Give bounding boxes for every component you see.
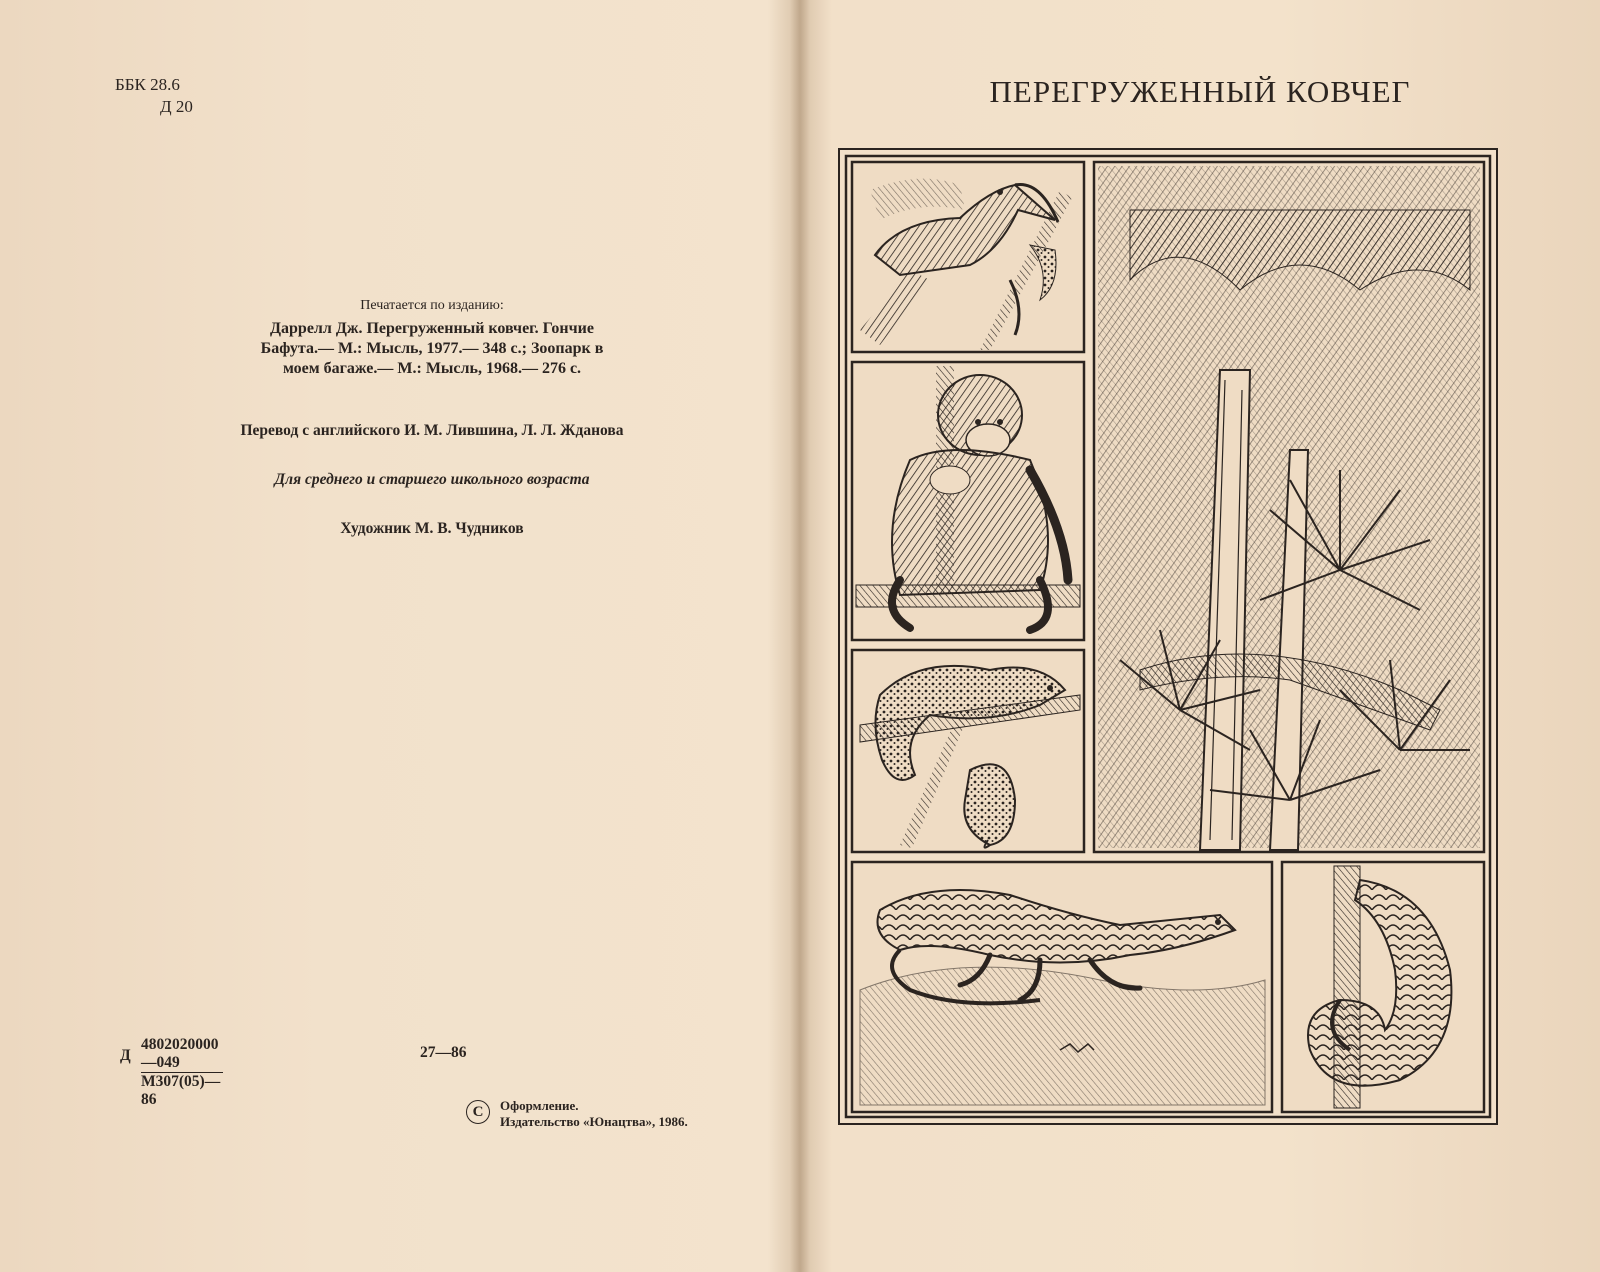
age-note: Для среднего и старшего школьного возраста	[274, 471, 590, 488]
index-letter: Д	[120, 1047, 131, 1064]
right-page	[800, 0, 1600, 1272]
copyright-icon: C	[466, 1100, 490, 1124]
engraving-illustration	[840, 150, 1496, 1123]
bbk-line-1: ББК 28.6	[115, 75, 180, 94]
copyright-line-1: Оформление.	[500, 1098, 579, 1113]
imprint-source-line: Даррелл Дж. Перегруженный ковчег. Гончие	[270, 320, 594, 337]
chameleon-panel	[852, 650, 1084, 852]
monitor-lizard-panel	[852, 862, 1272, 1112]
bbk-line-2: Д 20	[160, 97, 193, 116]
index-denominator: М307(05)—86	[141, 1073, 221, 1108]
index-tail: 27—86	[420, 1044, 467, 1061]
copyright-block	[466, 1098, 688, 1130]
imprint-source-line: Бафута.— М.: Мысль, 1977.— 348 с.; Зоопарк в	[260, 340, 604, 357]
chimpanzee-panel	[852, 362, 1084, 640]
book-title: ПЕРЕГРУЖЕННЫЙ КОВЧЕГ	[989, 74, 1411, 109]
illustration-frame	[838, 148, 1498, 1125]
bbk-code	[115, 74, 193, 118]
imprint-block	[170, 296, 694, 379]
index-numerator: 4802020000—049	[141, 1036, 223, 1073]
imprint-source-line: моем багаже.— М.: Мысль, 1968.— 276 с.	[282, 360, 582, 377]
translation-credit: Перевод с английского И. М. Лившина, Л. Л. Жданова	[240, 422, 624, 439]
imprint-heading: Печатается по изданию:	[360, 298, 504, 313]
jungle-panel	[1094, 162, 1484, 852]
index-fraction	[141, 1036, 223, 1109]
copyright-line-2: Издательство «Юнацтва», 1986.	[500, 1114, 688, 1129]
hornbill-panel	[852, 162, 1084, 352]
artist-credit: Художник М. В. Чудников	[340, 520, 524, 537]
pangolin-panel	[1282, 862, 1484, 1112]
